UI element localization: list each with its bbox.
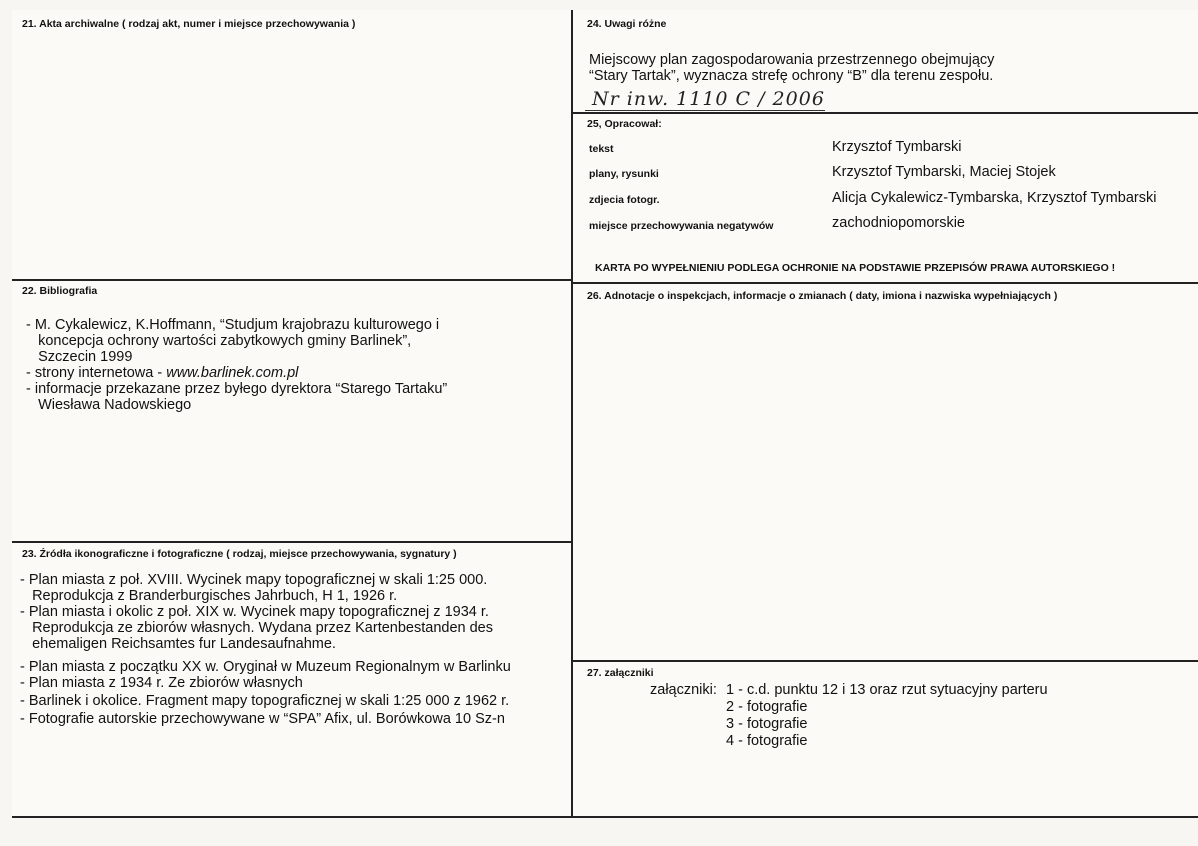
bibliography-url[interactable]: www.barlinek.com.pl [166,365,299,381]
source-line: - Plan miasta z 1934 r. Ze zbiorów własnych [20,675,303,691]
remarks-line-2: “Stary Tartak”, wyznacza strefę ochrony “B” dla terenu zespołu. [589,68,994,84]
column-divider [571,10,573,818]
author-label-negatives: miejsce przechowywania negatywów [589,220,774,232]
copyright-warning: KARTA PO WYPEŁNIENIU PODLEGA OCHRONIE NA PODSTAWIE PRZEPISÓW PRAWA AUTORSKIEGO ! [595,262,1116,274]
handwriting-underline [585,110,825,111]
section-26-title: 26. Adnotacje o inspekcjach, informacje o zmianach ( daty, imiona i nazwiska wypełniających ) [587,290,1058,302]
source-line: Reprodukcja z Branderburgisches Jahrbuch, H 1, 1926 r. [20,588,398,604]
divider-24-25 [572,112,1198,114]
author-label-photos: zdjecia fotogr. [589,194,660,206]
source-line: Reprodukcja ze zbiorów własnych. Wydana przez Kartenbestanden des [20,620,493,636]
source-line: - Barlinek i okolice. Fragment mapy topograficznej w skali 1:25 000 z 1962 r. [20,693,510,709]
divider-26-27 [572,660,1198,662]
attachment-item: 1 - c.d. punktu 12 i 13 oraz rzut sytuacyjny parteru [726,682,1048,698]
section-21-title: 21. Akta archiwalne ( rodzaj akt, numer i miejsce przechowywania ) [22,18,356,30]
author-value-plans: Krzysztof Tymbarski, Maciej Stojek [832,164,1056,180]
bottom-border [12,816,1198,818]
bibliography-line: - M. Cykalewicz, K.Hoffmann, “Studjum krajobrazu kulturowego i [26,317,440,333]
remarks-line-1: Miejscowy plan zagospodarowania przestrzennego obejmujący [589,52,995,68]
inventory-number-handwritten: Nr inw. 1110 C / 2006 [592,88,825,110]
author-label-text: tekst [589,143,614,155]
author-value-text: Krzysztof Tymbarski [832,139,962,155]
attachment-item: 2 - fotografie [726,699,808,715]
source-line: - Fotografie autorskie przechowywane w “SPA” Afix, ul. Borówkowa 10 Sz-n [20,711,505,727]
source-line: - Plan miasta z poł. XVIII. Wycinek mapy topograficznej w skali 1:25 000. [20,572,488,588]
author-label-plans: plany, rysunki [589,168,659,180]
source-line: - Plan miasta z początku XX w. Oryginał w Muzeum Regionalnym w Barlinku [20,659,511,675]
attachment-item: 4 - fotografie [726,733,808,749]
bibliography-line: Szczecin 1999 [26,349,133,365]
divider-22-23 [12,541,572,543]
source-line: ehemaligen Reichsamtes fur Landesaufnahme. [20,636,336,652]
divider-25-26 [572,282,1198,284]
section-25-title: 25, Opracował: [587,118,662,130]
section-22-title: 22. Bibliografia [22,285,98,297]
bibliography-line: koncepcja ochrony wartości zabytkowych gminy Barlinek”, [26,333,412,349]
source-line: - Plan miasta i okolic z poł. XIX w. Wycinek mapy topograficznej z 1934 r. [20,604,489,620]
bibliography-line [26,365,298,381]
author-value-negatives: zachodniopomorskie [832,215,965,231]
bibliography-line: - informacje przekazane przez byłego dyrektora “Starego Tartaku” [26,381,448,397]
attachments-label: załączniki: [650,682,717,698]
attachment-item: 3 - fotografie [726,716,808,732]
bibliography-web-label: - strony internetowa - [26,365,167,381]
section-27-title: 27. załączniki [587,667,654,679]
bibliography-line: Wiesława Nadowskiego [26,397,192,413]
author-value-photos: Alicja Cykalewicz-Tymbarska, Krzysztof Tymbarski [832,190,1157,206]
section-24-title: 24. Uwagi różne [587,18,667,30]
divider-21-22 [12,279,572,281]
section-23-title: 23. Źródła ikonograficzne i fotograficzne ( rodzaj, miejsce przechowywania, sygnatury ) [22,548,457,560]
